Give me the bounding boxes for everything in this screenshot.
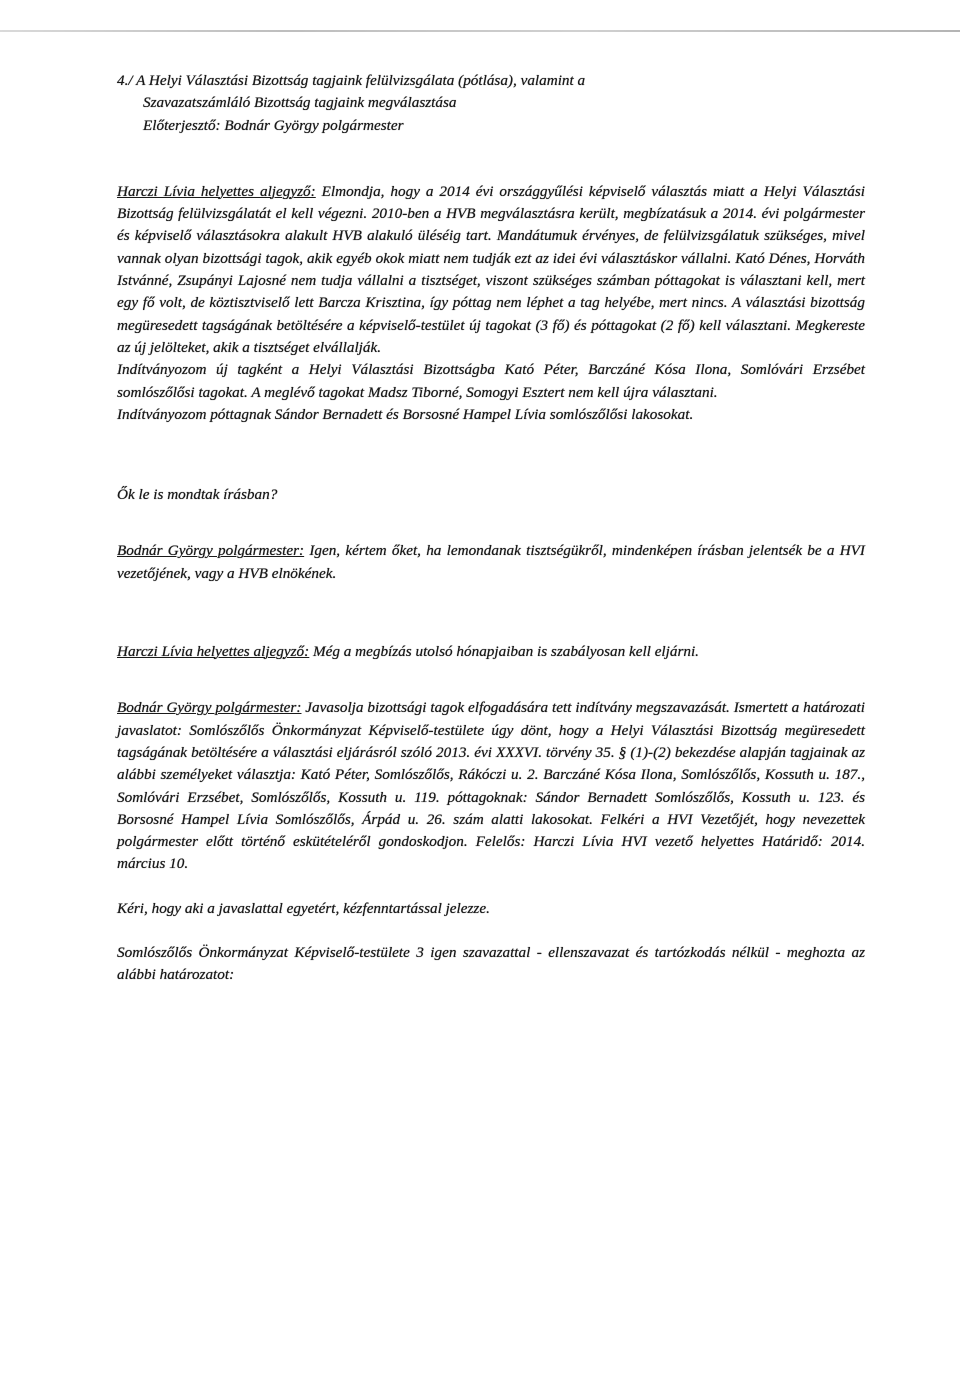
paragraph-motion-members — [117, 359, 865, 404]
speaker-name: Harczi Lívia helyettes aljegyző: — [117, 182, 316, 200]
paragraph-vote-result — [117, 942, 865, 987]
paragraph-harczi-1 — [117, 181, 865, 359]
paragraph-text: Kéri, hogy aki a javaslattal egyetért, kézfenntartással jelezze. — [117, 899, 490, 917]
speaker-name: Harczi Lívia helyettes aljegyző: — [117, 643, 310, 661]
paragraph-text: Indítványozom új tagként a Helyi Választási Bizottságba Kató Péter, Barczáné Kósa Ilona, Somlóvári Erzsébet somlószőlősi tagokat. A meglévő tagokat Madsz Tiborné, Somogyi Esztert nem kell újra választani. — [117, 361, 865, 401]
paragraph-text: Még a megbízás utolsó hónapjaiban is szabályosan kell eljárni. — [309, 643, 699, 661]
paragraph-bodnar-1 — [117, 540, 865, 585]
speaker-name: Bodnár György polgármester: — [117, 699, 302, 717]
paragraph-text: Ők le is mondtak írásban? — [117, 486, 278, 504]
agenda-heading — [117, 70, 865, 137]
paragraph-text: Somlószőlős Önkormányzat Képviselő-testülete 3 igen szavazattal - ellenszavazat és tartózkodás nélkül - meghozta az alábbi határozatot: — [117, 944, 865, 984]
scan-top-border — [0, 30, 960, 32]
paragraph-question — [117, 484, 865, 506]
paragraph-vote-call — [117, 898, 865, 920]
document-page — [117, 70, 865, 987]
paragraph-text: Elmondja, hogy a 2014 évi országgyűlési képviselő választás miatt a Helyi Választási Bizottság felülvizsgálatát el kell végezni. 2010-ben a HVB megválasztásra került, megbízatásuk a 2014. évi polgármester és képviselő választásokra alakult HVB alakuló üléséig tart. Mandátumuk érvényes, de felülvizsgálatuk szükséges, mivel vannak olyan bizottsági tagok, akik egyéb okok miatt nem tudják ezt az idei évi választáskor vállalni. Kató Dénes, Horváth Istvánné, Zsupányi Lajosné nem tudja vállalni a tisztséget, viszont szükséges számban póttagokat is választani kell, mert egy fő volt, de köztisztviselő lett Barcza Krisztina, így póttag nem léphet a tag helyébe, mert nincs. A választási bizottság megüresedett tagságának betöltésére a képviselő-testület új tagokat (3 fő) és póttagokat (2 fő) kell választani. Megkereste az új jelölteket, akik a tisztséget elvállalják. — [117, 182, 865, 356]
paragraph-text: Igen, kértem őket, ha lemondanak tisztségükről, mindenképen írásban jelentsék be a HVI vezetőjének, vagy a HVB elnökének. — [117, 542, 865, 582]
paragraph-motion-substitutes — [117, 404, 865, 426]
paragraph-text: Javasolja bizottsági tagok elfogadására tett indítvány megszavazását. Ismertett a határozati javaslatot: Somlószőlős Önkormányzat Képviselő-testülete úgy dönt, hogy a Helyi Választási Bizottság megüresedett tagságának betöltésére a választási eljárásról szóló 2013. évi XXXVI. törvény 35. § (1)-(2) bekezdése alapján tagjainak az alábbi személyeket választja: Kató Péter, Somlószőlős, Rákóczi u. 2. Barczáné Kósa Ilona, Somlószőlős, Kossuth u. 187., Somlóvári Erzsébet, Somlószőlős, Kossuth u. 119. póttagoknak: Sándor Bernadett Somlószőlős, Kossuth u. 123. és Borsosné Hampel Lívia Somlószőlős, Árpád u. 26. szám alatti lakosokat. Felkéri a HVI Vezetőjét, hogy nevezettek polgármester előtt történő eskütételéről gondoskodjon. Felelős: Harczi Lívia HVI vezető helyettes Határidő: 2014. március 10. — [117, 699, 865, 873]
agenda-title-line-2: Szavazatszámláló Bizottság tagjaink megválasztása — [143, 94, 457, 112]
paragraph-bodnar-2 — [117, 697, 865, 875]
agenda-presenter: Előterjesztő: Bodnár György polgármester — [143, 116, 404, 134]
speaker-name: Bodnár György polgármester: — [117, 542, 305, 560]
paragraph-text: Indítványozom póttagnak Sándor Bernadett és Borsosné Hampel Lívia somlószőlősi lakosokat. — [117, 405, 694, 423]
paragraph-harczi-2 — [117, 641, 865, 663]
agenda-title-line-1: 4./ A Helyi Választási Bizottság tagjaink felülvizsgálata (pótlása), valamint a — [117, 72, 586, 89]
